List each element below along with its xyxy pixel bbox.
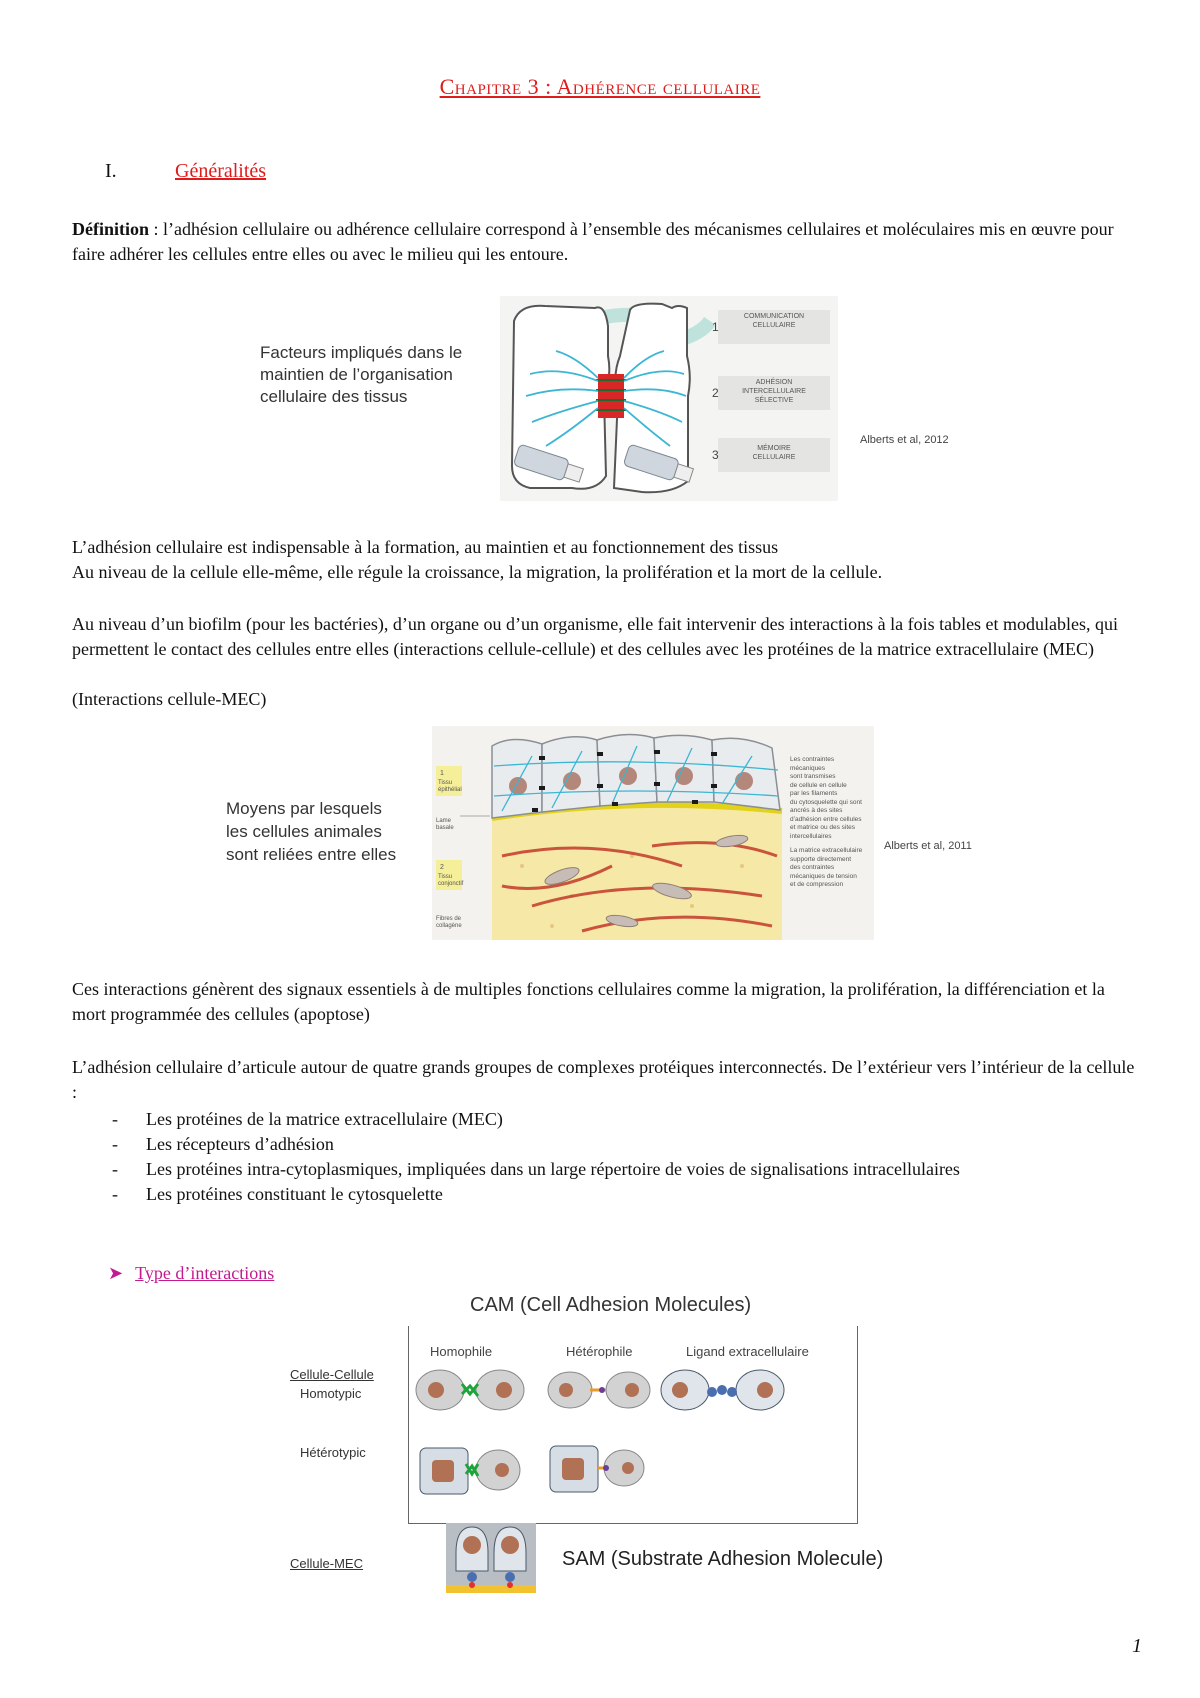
fig1-caption-line: Facteurs impliqués dans le bbox=[260, 343, 463, 362]
sam-image bbox=[446, 1523, 536, 1593]
fig1-caption-line: maintien de l’organisation bbox=[260, 365, 453, 384]
fig2-right-line: et matrice ou des sites bbox=[790, 824, 856, 831]
fig1-label-text bbox=[720, 312, 828, 330]
fig1-image bbox=[500, 296, 838, 501]
fig1-caption bbox=[260, 342, 462, 408]
paragraph-2: Au niveau de la cellule elle-même, elle régule la croissance, la migration, la prolifération et la mort de la cellule. bbox=[72, 562, 883, 582]
fig1-label-line: ADHÉSION bbox=[755, 379, 793, 386]
paragraph-4: (Interactions cellule-MEC) bbox=[72, 689, 267, 709]
sam-cells-illustration bbox=[446, 1523, 536, 1593]
list-item: - Les protéines intra-cytoplasmiques, impliquées dans un large répertoire de voies de signalisations intracellulaires bbox=[72, 1157, 1122, 1182]
page-title: Chapitre 3 : Adhérence cellulaire bbox=[439, 74, 761, 99]
fig1-label-text bbox=[720, 378, 828, 405]
fig1-caption-line: cellulaire des tissus bbox=[260, 387, 408, 406]
fig2-right-line: de cellule en cellule bbox=[790, 781, 847, 789]
fig1-label-num: 2 bbox=[712, 386, 719, 400]
fig2-right-line: La matrice extracellulaire bbox=[790, 847, 863, 854]
fig2-right-text bbox=[790, 756, 872, 890]
paragraph-5: Ces interactions génèrent des signaux essentiels à de multiples fonctions cellulaires comme la migration, la prolifération, la différenciation et la mort programmée des cellules (apoptose) bbox=[72, 979, 1105, 1024]
fig2-right-line: et de compression bbox=[790, 881, 844, 888]
cam-cells-illustration bbox=[410, 1360, 854, 1520]
fig2-right-line: mécaniques de tension bbox=[790, 872, 857, 880]
subheading-title: Type d’interactions bbox=[135, 1263, 275, 1283]
fig2-right-line: d’adhésion entre cellules bbox=[790, 815, 862, 823]
fig2-left-label: Lame basale bbox=[436, 818, 454, 831]
paragraph-3: Au niveau d’un biofilm (pour les bactéries), d’un organe ou d’un organisme, elle fait intervenir des interactions à la fois tables et modulables, qui permettent le contact des cellules entre elles (interactions cellule-cellule) et des cellules avec les protéines de la matrice extracellulaire (MEC) bbox=[72, 614, 1119, 659]
list-item: - Les protéines constituant le cytosquelette bbox=[72, 1182, 1122, 1207]
list-item: - Les protéines de la matrice extracellulaire (MEC) bbox=[72, 1107, 1122, 1132]
fig2-right-line: des contraintes bbox=[790, 864, 835, 871]
fig2-right-line: supporte directement bbox=[790, 855, 852, 863]
fig1-label-text bbox=[720, 444, 828, 462]
fig2-right-line: Les contraintes bbox=[790, 756, 835, 763]
fig1-label-line: MÉMOIRE bbox=[757, 445, 791, 452]
fig1-label-line: CELLULAIRE bbox=[752, 322, 796, 329]
fig1-label-num: 1 bbox=[712, 320, 719, 334]
fig2-right-line: intercellulaires bbox=[790, 832, 832, 840]
section-title: Généralités bbox=[175, 160, 267, 182]
fig2-image bbox=[432, 726, 874, 940]
col-header-heterophile: Hétérophile bbox=[566, 1344, 633, 1359]
row-label-homotypic: Homotypic bbox=[300, 1386, 362, 1401]
fig2-label-num: 1 bbox=[440, 770, 444, 777]
definition-paragraph bbox=[72, 217, 1142, 267]
section-number: I. bbox=[105, 160, 117, 182]
page-number: 1 bbox=[1132, 1635, 1142, 1657]
fig1-label-num: 3 bbox=[712, 448, 719, 462]
definition-label: Définition bbox=[72, 219, 150, 239]
col-header-ligand: Ligand extracellulaire bbox=[686, 1344, 809, 1359]
section-heading bbox=[105, 160, 266, 183]
row-label-heterotypic: Hétérotypic bbox=[300, 1445, 366, 1460]
fig2-caption-line: sont reliées entre elles bbox=[226, 845, 397, 864]
fig2-right-line: ancrés à des sites bbox=[790, 807, 843, 814]
row-label-cell-cell: Cellule-Cellule bbox=[290, 1367, 374, 1382]
list-item: - Les récepteurs d’adhésion bbox=[72, 1132, 1122, 1157]
fig3-title: CAM (Cell Adhesion Molecules) bbox=[470, 1294, 752, 1316]
fig2-right-line: mécaniques bbox=[790, 764, 826, 772]
fig1-label-line: CELLULAIRE bbox=[752, 454, 796, 461]
fig2-caption-line: les cellules animales bbox=[226, 822, 382, 841]
row-label-cell-mec: Cellule-MEC bbox=[290, 1556, 363, 1571]
fig2-right-line: par les filaments bbox=[790, 790, 838, 797]
arrow-bullet-icon: ➤ bbox=[108, 1263, 124, 1283]
col-header-homophile: Homophile bbox=[430, 1344, 493, 1359]
fig2-credit: Alberts et al, 2011 bbox=[884, 840, 972, 852]
fig2-left-label: Tissu épithélial bbox=[438, 780, 462, 793]
paragraph-6: L’adhésion cellulaire d’articule autour de quatre grands groupes de complexes protéiques interconnectés. De l’extérieur vers l’intérieur de la cellule : bbox=[72, 1057, 1135, 1102]
fig2-left-label: Fibres de collagène bbox=[436, 916, 462, 929]
fig2-label-num: 2 bbox=[440, 864, 444, 871]
fig1-label-line: SÉLECTIVE bbox=[754, 397, 794, 404]
fig2-caption bbox=[226, 797, 396, 866]
fig2-right-line: du cytosquelette qui sont bbox=[790, 798, 862, 806]
subheading bbox=[108, 1263, 274, 1284]
fig2-caption-line: Moyens par lesquels bbox=[226, 799, 382, 818]
fig2-left-label: Tissu conjonctif bbox=[438, 874, 464, 887]
fig1-credit: Alberts et al, 2012 bbox=[860, 434, 949, 446]
fig2-right-line: sont transmises bbox=[790, 773, 836, 780]
sam-label: SAM (Substrate Adhesion Molecule) bbox=[562, 1548, 884, 1570]
fig1-label-line: INTERCELLULAIRE bbox=[742, 388, 806, 395]
protein-groups-list bbox=[72, 1107, 1122, 1207]
fig1-label-line: COMMUNICATION bbox=[743, 313, 805, 320]
paragraph-1: L’adhésion cellulaire est indispensable à la formation, au maintien et au fonctionnement des tissus bbox=[72, 537, 779, 557]
definition-text: : l’adhésion cellulaire ou adhérence cellulaire correspond à l’ensemble des mécanismes cellulaires et moléculaires mis en œuvre pour faire adhérer les cellules entre elles ou avec le milieu qui les entoure. bbox=[72, 219, 1114, 264]
